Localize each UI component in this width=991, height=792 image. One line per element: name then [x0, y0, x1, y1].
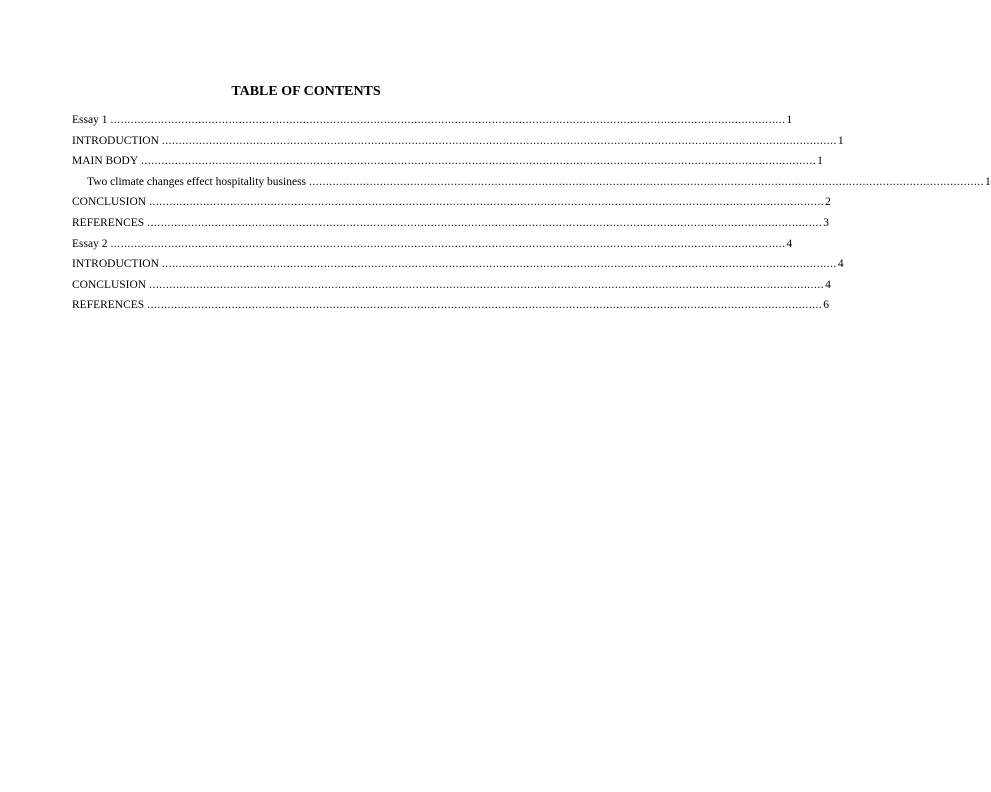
toc-entry[interactable] [72, 113, 793, 134]
toc-entry[interactable] [72, 298, 829, 319]
toc-entry[interactable] [72, 237, 793, 258]
toc-entry-page: 1 [837, 134, 844, 147]
toc-list [72, 113, 991, 319]
toc-leader-dots: ........................................................................................................................................................................................................ [309, 175, 985, 188]
toc-leader-dots: ........................................................................................................................................................................................................ [149, 278, 825, 291]
toc-entry-page: 4 [825, 278, 831, 291]
toc-subentry[interactable] [72, 175, 991, 196]
toc-leader-dots: ........................................................................................................................................................................................................ [149, 196, 825, 209]
toc-entry[interactable] [72, 195, 831, 216]
toc-entry-page: 2 [825, 196, 831, 209]
toc-entry-label: Essay 2 [72, 237, 108, 250]
toc-entry-label: Two climate changes effect hospitality business [87, 175, 307, 188]
toc-entry-label: MAIN BODY [72, 155, 139, 168]
toc-leader-dots: ........................................................................................................................................................................................................ [141, 155, 817, 168]
toc-entry-label: INTRODUCTION [72, 258, 159, 271]
toc-title: TABLE OF CONTENTS [231, 84, 381, 99]
toc-leader-dots: ........................................................................................................................................................................................................ [110, 237, 786, 250]
toc-entry[interactable] [72, 154, 823, 175]
toc-entry[interactable] [72, 257, 844, 278]
toc-entry-page: 4 [786, 237, 793, 250]
toc-entry-page: 4 [837, 258, 844, 271]
toc-entry-page: 1 [786, 114, 793, 126]
toc-entry-label: INTRODUCTION [72, 134, 159, 147]
toc-leader-dots: ........................................................................................................................................................................................................ [110, 114, 786, 126]
toc-leader-dots: ........................................................................................................................................................................................................ [161, 258, 837, 271]
toc-entry-page: 1 [817, 155, 823, 168]
toc-leader-dots: ........................................................................................................................................................................................................ [147, 299, 823, 312]
toc-leader-dots: ........................................................................................................................................................................................................ [161, 134, 837, 147]
toc-leader-dots: ........................................................................................................................................................................................................ [147, 216, 823, 229]
toc-entry-label: CONCLUSION [72, 196, 147, 209]
toc-entry-label: REFERENCES [72, 216, 145, 229]
toc-entry[interactable] [72, 278, 831, 299]
toc-entry-label: REFERENCES [72, 299, 145, 312]
toc-entry-page: 3 [823, 216, 829, 229]
toc-entry-page: 1 [985, 175, 991, 188]
toc-entry-label: Essay 1 [72, 114, 108, 126]
toc-entry-page: 6 [823, 299, 829, 312]
toc-entry[interactable] [72, 216, 829, 237]
toc-entry-label: CONCLUSION [72, 278, 147, 291]
toc-entry[interactable] [72, 134, 844, 155]
